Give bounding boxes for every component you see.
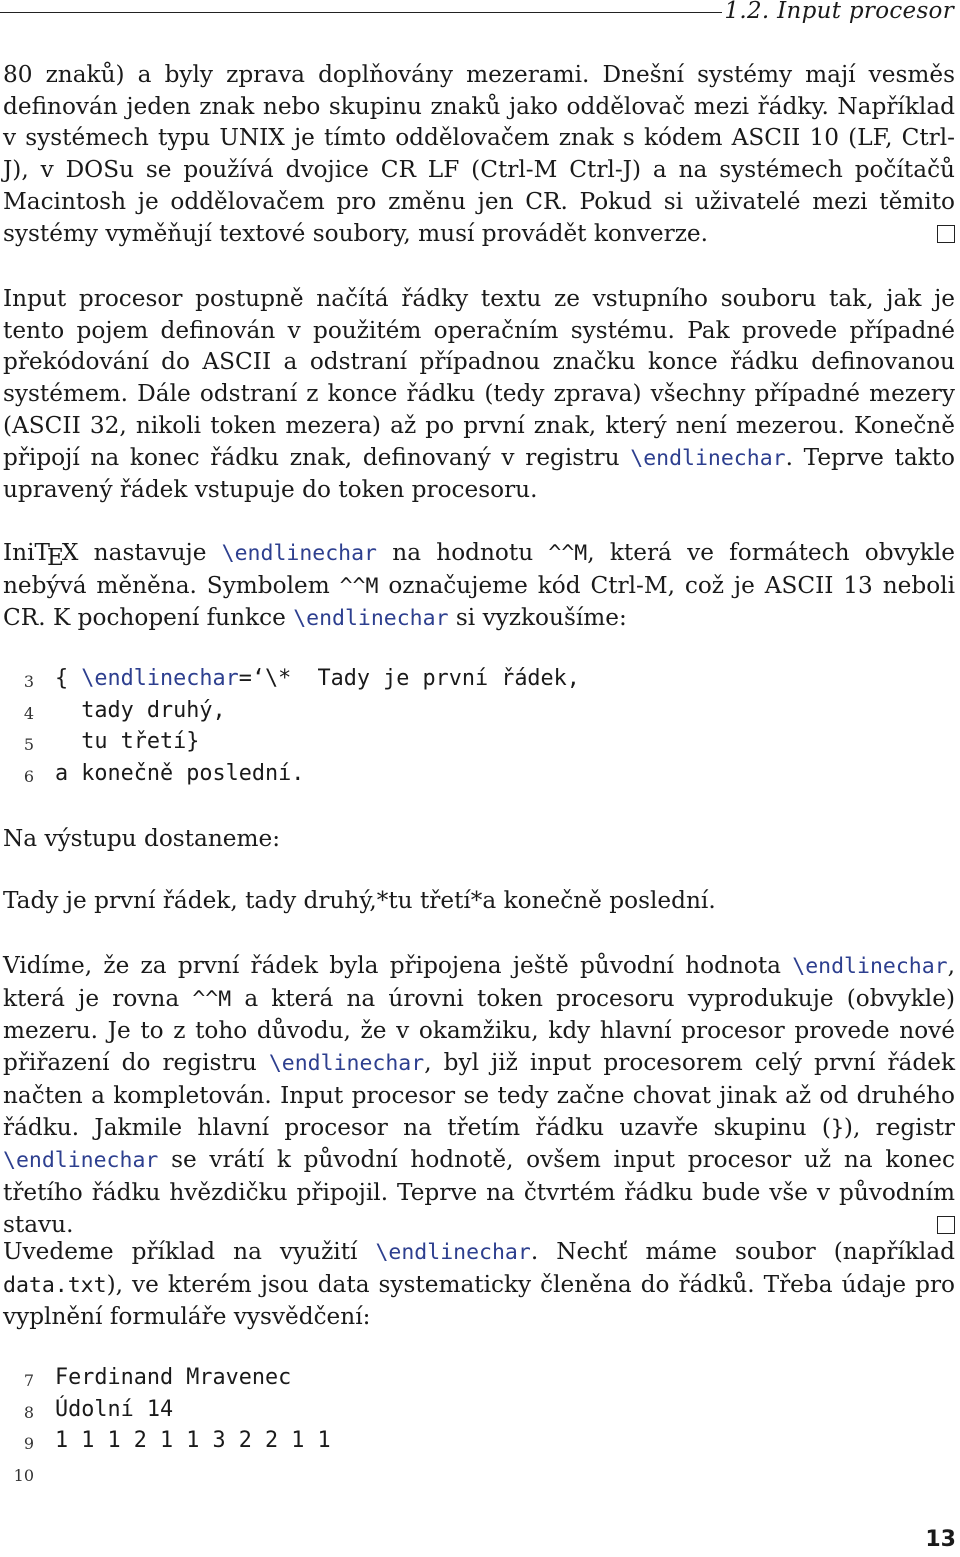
qed-square-icon <box>937 225 955 243</box>
paragraph-1 <box>3 59 955 249</box>
line-number: 5 <box>23 735 34 754</box>
page-number: 13 <box>925 1527 956 1552</box>
code-token: ^^M <box>548 541 588 566</box>
paragraph-2-text: Input procesor postupně načítá řádky textu ze vstupního souboru tak, jak je tento pojem definován v použitém operačním systému. Pak provede případné překódování do ASCII a odstraní případnou značku konce řádku definovanou systémem. Dále odstraní z konce řádku (tedy zprava) všechny případné mezery (ASCII 32, nikoli token mezera) až po první znak, který není mezerou. Konečně připojí na konec řádku znak, definovaný v registru <box>3 285 955 471</box>
code-text: Ferdinand Mravenec <box>55 1365 292 1390</box>
code-text: 1 1 1 2 1 1 3 2 2 1 1 <box>55 1428 331 1453</box>
initex-logo: IniTEX <box>3 539 79 571</box>
control-sequence: \endlinechar <box>293 606 449 632</box>
code-text: { \endlinechar=‘\* Tady je první řádek, <box>55 666 580 691</box>
code-line <box>0 760 960 791</box>
running-header: 1.2. Input procesor <box>724 0 954 24</box>
header-rule <box>0 12 722 13</box>
control-sequence: \endlinechar <box>221 541 378 566</box>
qed-square-icon <box>937 1216 955 1234</box>
line-number: 10 <box>13 1465 34 1485</box>
code-text: tu třetí} <box>55 729 200 754</box>
code-line <box>0 1459 960 1490</box>
code-text: a konečně poslední. <box>55 760 305 786</box>
code-line <box>0 728 960 759</box>
code-token: } <box>830 1115 844 1141</box>
line-number: 4 <box>23 703 34 723</box>
code-line <box>0 1427 960 1458</box>
paragraph-2 <box>3 283 955 506</box>
paragraph-4-text: Na výstupu dostaneme: <box>3 825 281 852</box>
paragraph-3: IniTEX nastavuje \endlinechar na hodnotu ^^M, která ve formátech obvykle nebývá měněna. Symbolem ^^M označujeme kód Ctrl-M, což je ASCII 13 neboli CR. K pochopení funkce \endlinechar si vyzkoušíme: <box>3 539 955 632</box>
code-line <box>0 1364 960 1395</box>
code-text: Údolní 14 <box>55 1396 174 1422</box>
line-number: 8 <box>23 1402 34 1422</box>
code-text: tady druhý, <box>55 697 226 723</box>
paragraph-4 <box>3 823 955 855</box>
line-number: 3 <box>23 672 34 691</box>
code-token: ^^M <box>339 573 379 599</box>
line-number: 7 <box>23 1371 34 1390</box>
output-example: Tady je první řádek, tady druhý,*tu třetí*a konečně poslední. <box>3 887 716 914</box>
paragraph-5: Vidíme, že za první řádek byla připojena ještě původní hodnota \endlinechar, která je rovna ^^M a která na úrovni token procesoru vyprodukuje (obvykle) mezeru. Je to z toho důvodu, že v okamžiku, kdy hlavní procesor provede nové přiřazení do registru \endlinechar, byl již input procesorem celý první řádek načten a kompletován. Input procesor se tedy začne chovat jinak až od druhého řádku. Jakmile hlavní procesor na třetím řádku uzavře skupinu (}), registr \endlinechar se vrátí k původní hodnotě, ovšem input procesor už na konec třetího řádku hvězdičku připojil. Teprve na čtvrtém řádku bude vše v původním stavu. <box>3 952 955 1238</box>
control-sequence: \endlinechar <box>3 1148 159 1174</box>
code-line <box>0 665 960 696</box>
code-token: ^^M <box>192 986 232 1012</box>
control-sequence: \endlinechar <box>268 1051 425 1077</box>
paragraph-1-text: 80 znaků) a byly zprava doplňovány mezerami. Dnešní systémy mají vesměs definován jeden znak nebo skupinu znaků jako oddělovač mezi řádky. Například v systémech typu UNIX je tímto oddělovačem znak s kódem ASCII 10 (LF, Ctrl-J), v DOSu se používá dvojice CR LF (Ctrl-M Ctrl-J) a na systémech počítačů Macintosh je oddělovačem pro změnu jen CR. Pokud si uživatelé mezi těmito systémy vyměňují textové soubory, musí provádět konverze. <box>3 61 955 247</box>
code-line <box>0 1396 960 1427</box>
control-sequence: \endlinechar <box>375 1240 531 1265</box>
paragraph-2-text-end: . Teprve takto upravený řádek vstupuje do token procesoru. <box>3 443 955 504</box>
control-sequence: \endlinechar <box>792 954 948 979</box>
code-line <box>0 697 960 728</box>
line-number: 6 <box>23 766 34 786</box>
paragraph-6: Uvedeme příklad na využití \endlinechar. Nechť máme soubor (například data.txt), ve kterém jsou data systematicky členěna do řádků. Třeba údaje pro vyplnění formuláře vysvědčení: <box>3 1238 956 1331</box>
line-number: 9 <box>23 1434 34 1453</box>
control-sequence: \endlinechar <box>630 445 786 471</box>
file-name: data.txt <box>3 1272 107 1298</box>
